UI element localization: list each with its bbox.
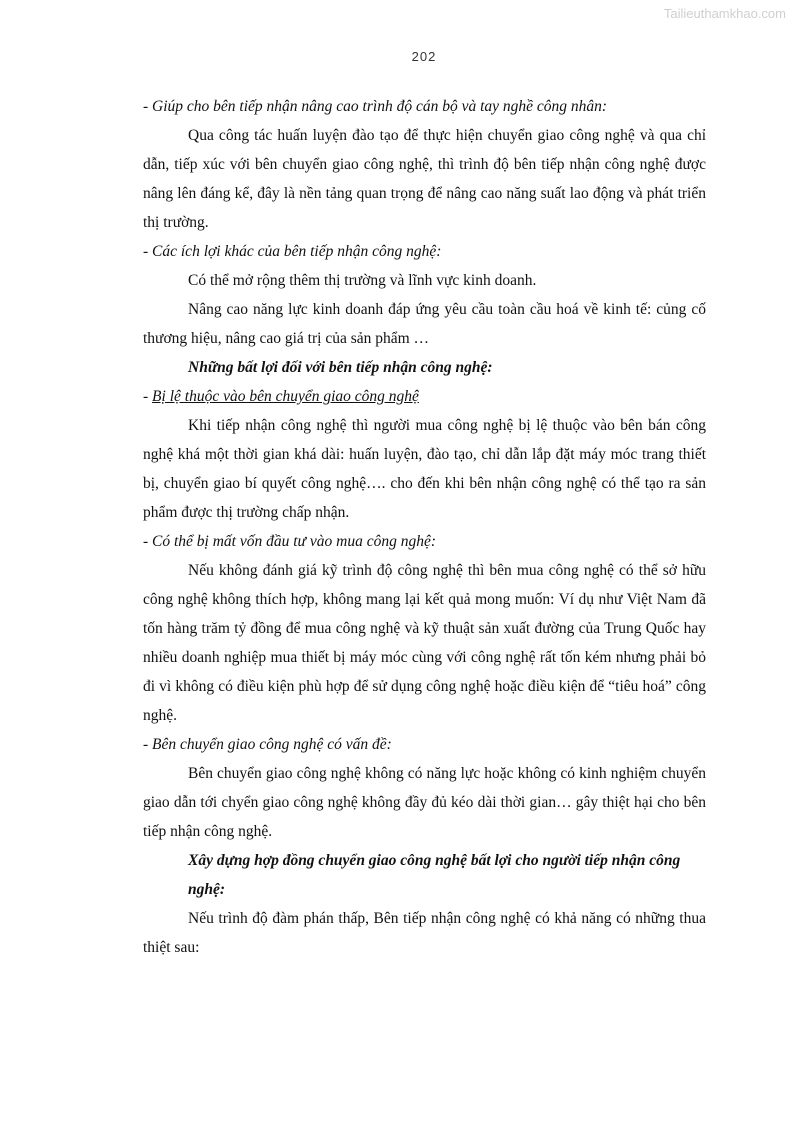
- section-title-contract: Xây dựng hợp đồng chuyển giao công nghệ bất lợi cho người tiếp nhận công nghệ:: [188, 852, 681, 898]
- paragraph-negotiation: Nếu trình độ đàm phán thấp, Bên tiếp nhận công nghệ có khả năng có những thua thiệt sau:: [143, 910, 706, 956]
- paragraph-capital-loss: Nếu không đánh giá kỹ trình độ công nghệ thì bên mua công nghệ có thể sở hữu công nghệ không thích hợp, không mang lại kết quả mong muốn: Ví dụ như Việt Nam đã tốn hàng trăm tỷ đồng để mua công nghệ và kỹ thuật sản xuất đường của Trung Quốc hay nhiều doanh nghiệp mua thiết bị máy móc cùng với công nghệ rất tốn kém nhưng phải bỏ đi vì không có điều kiện phù hợp để sử dụng công nghệ hoặc điều kiện để “tiêu hoá” công nghệ.: [143, 562, 706, 724]
- watermark: Tailieuthamkhao.com: [663, 6, 786, 21]
- paragraph-business-capacity: Nâng cao năng lực kinh doanh đáp ứng yêu cầu toàn cầu hoá về kinh tế: củng cố thương hiệu, nâng cao giá trị của sản phẩm …: [143, 301, 706, 347]
- paragraph-training: Qua công tác huấn luyện đào tạo để thực hiện chuyển giao công nghệ và qua chỉ dẫn, tiếp xúc với bên chuyển giao công nghệ, thì trình độ bên tiếp nhận công nghệ được nâng lên đáng kể, đây là nền tảng quan trọng để nâng cao năng suất lao động và phát triển thị trường.: [143, 127, 706, 231]
- heading-capital-loss: - Có thể bị mất vốn đầu tư vào mua công nghệ:: [143, 533, 437, 550]
- heading-benefit-skills: - Giúp cho bên tiếp nhận nâng cao trình độ cán bộ và tay nghề công nhân:: [143, 98, 608, 115]
- heading-dependency-prefix: -: [143, 388, 153, 405]
- section-title-disadvantages: Những bất lợi đối với bên tiếp nhận công nghệ:: [188, 359, 493, 376]
- page-number: 202: [411, 49, 437, 64]
- paragraph-expand-market: Có thể mở rộng thêm thị trường và lĩnh vực kinh doanh.: [188, 272, 537, 289]
- heading-other-benefits: - Các ích lợi khác của bên tiếp nhận công nghệ:: [143, 243, 442, 260]
- page-body: [143, 92, 706, 962]
- paragraph-transferor-issues: Bên chuyển giao công nghệ không có năng lực hoặc không có kinh nghiệm chuyển giao dẫn tới chyển giao công nghệ không đầy đủ kéo dài thời gian… gây thiệt hại cho bên tiếp nhận công nghệ.: [143, 765, 706, 840]
- heading-dependency: [143, 382, 706, 411]
- heading-transferor-issues: - Bên chuyển giao công nghệ có vấn đề:: [143, 736, 392, 753]
- heading-dependency-text: Bị lệ thuộc vào bên chuyển giao công nghệ: [152, 388, 419, 405]
- paragraph-dependency: Khi tiếp nhận công nghệ thì người mua công nghệ bị lệ thuộc vào bên bán công nghệ khá một thời gian khá dài: huấn luyện, đào tạo, chỉ dẫn lắp đặt máy móc trang thiết bị, chuyển giao bí quyết công nghệ…. cho đến khi bên nhận công nghệ có thể tạo ra sản phẩm được thị trường chấp nhận.: [143, 417, 706, 521]
